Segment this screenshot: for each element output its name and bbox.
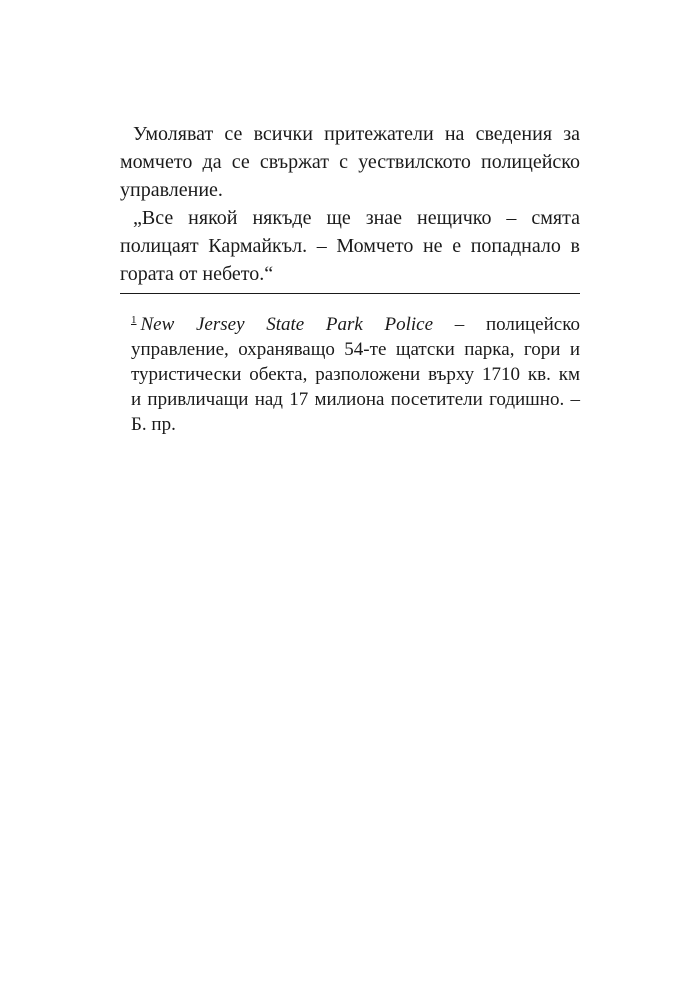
footnote-line: управление, охраняващо 54-те щатски парка, гори и <box>131 339 580 360</box>
footnote-title: New Jersey State Park Police <box>140 314 434 335</box>
footnote-line: и привличащи над 17 милиона посетители годишно. – <box>131 389 580 410</box>
footnote-separator <box>120 293 580 294</box>
footnote-line: Б. пр. <box>131 414 176 435</box>
footnote-text: – полицейско <box>433 314 580 335</box>
footnote-marker[interactable]: 1 <box>131 314 137 326</box>
footnote-line: туристически обекта, разположени върху 1710 кв. км <box>131 364 580 385</box>
footnote-line <box>131 308 580 337</box>
body-text <box>120 120 580 288</box>
body-paragraph: „Все някой някъде ще знае нещичко – смята полицаят Кармайкъл. – Момчето не е попаднало в гората от небето.“ <box>120 207 580 285</box>
footnote <box>131 308 580 437</box>
body-paragraph: Умоляват се всички притежатели на сведения за момчето да се свържат с уествилското полицейско управление. <box>120 123 580 201</box>
